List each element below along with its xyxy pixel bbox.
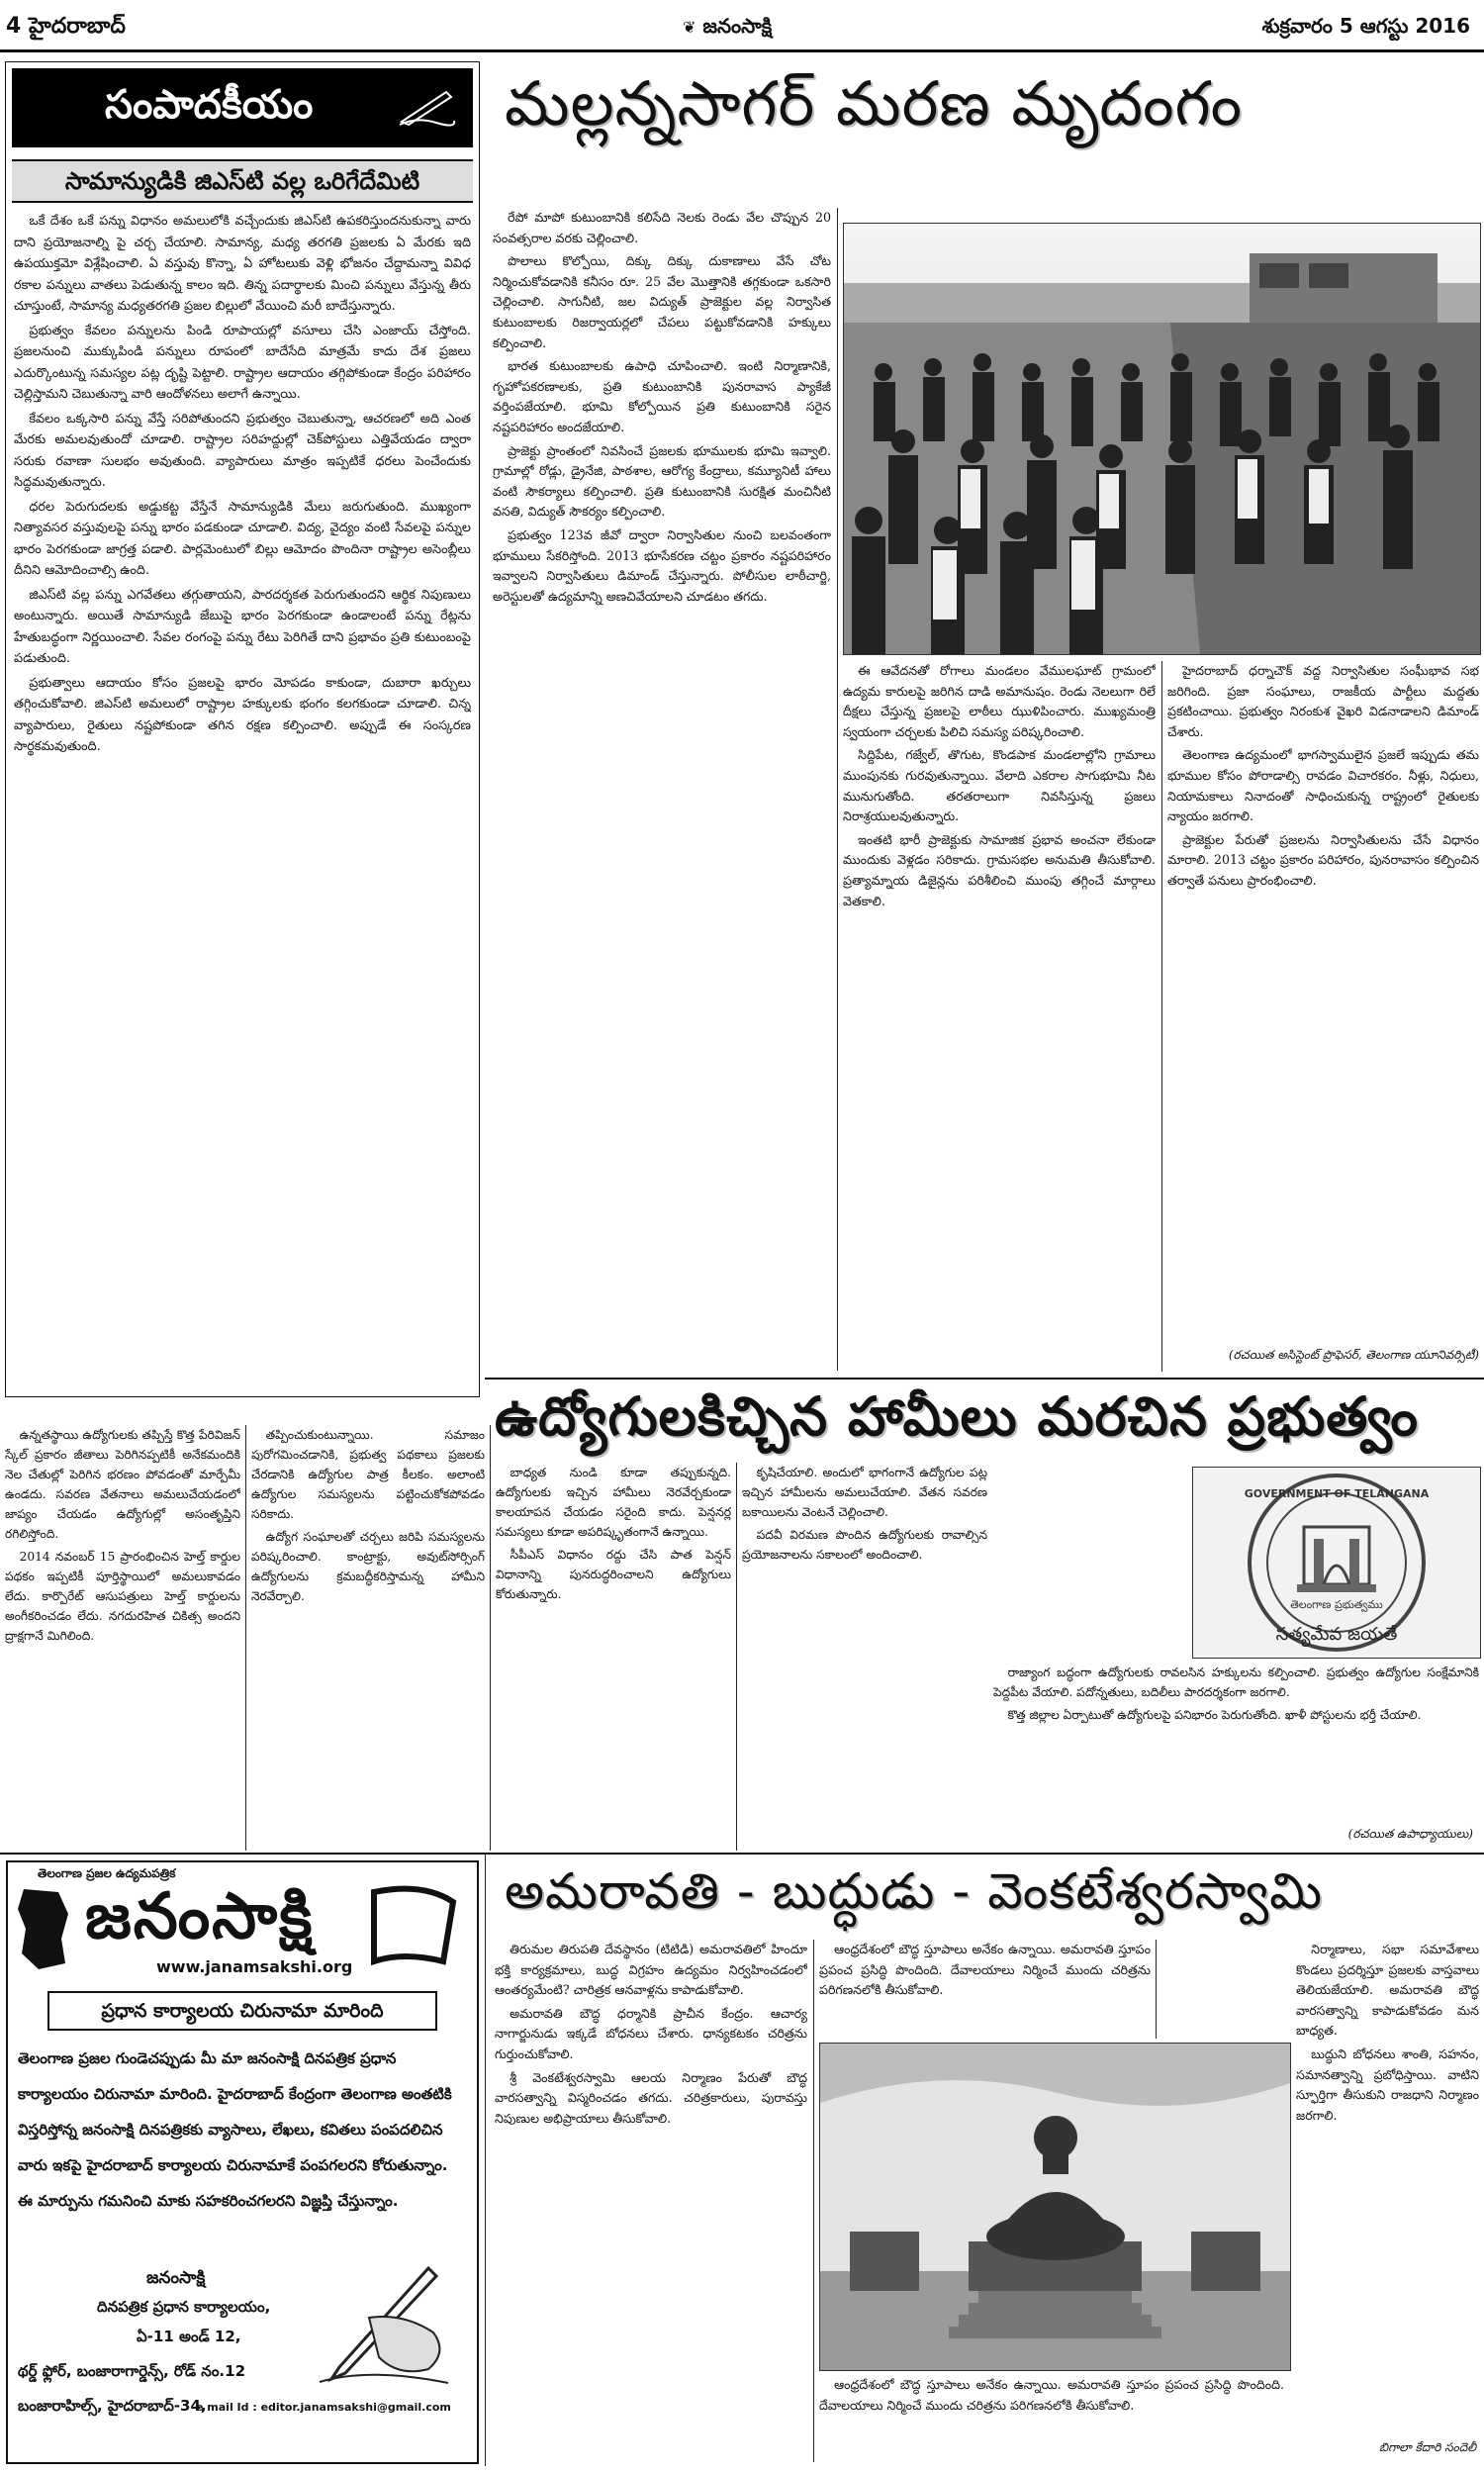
third-paragraph: ఆంధ్రదేశంలో బౌద్ధ స్తూపాలు అనేకం ఉన్నాయి. అమరావతి స్తూపం ప్రపంచ ప్రసిద్ధి పొందింది. దేవాలయాలు నిర్మించే ముందు చరిత్రను పరిగణనలోకి తీసుకోవాలి. — [819, 2377, 1284, 2413]
lead-column-1 — [493, 208, 831, 1371]
second-column-2 — [251, 1425, 485, 1851]
page-header — [0, 0, 1484, 49]
writing-hand-icon — [310, 2258, 458, 2387]
column-divider — [813, 1940, 814, 2462]
lead-paragraph: సిద్దిపేట, గజ్వేల్, తొగుట, కొండపాక మండలాల్లోని గ్రామాలు ముంపునకు గురవుతున్నాయి. వేలాది ఎకరాల సాగుభూమి నీట మునుగుతోంది. తరతరాలుగా నివసిస్తున్న ప్రజలు నిరాశ్రయులవుతున్నారు. — [843, 747, 1156, 824]
seal-bottom-text: తెలంగాణ ప్రభుత్వము — [1290, 1598, 1383, 1611]
editorial-paragraph: ధరల పెరుగుదలకు అడ్డుకట్ట వేస్తేనే సామాన్యుడికి మేలు జరుగుతుంది. ముఖ్యంగా నిత్యావసర వస్తువులపై పన్ను భారం పడకుండా చూడాలి. విద్య, వైద్యం వంటి సేవలపై పన్నుల భారం పెరగకుండా జాగ్రత్త పడాలి. పార్లమెంటులో బిల్లు ఆమోదం పొందినా రాష్ట్రాల అసెంబ్లీలు దీనిని ఆమోదించాల్సి ఉంది. — [14, 499, 471, 578]
ad-sign: జనంసాక్షి — [146, 2268, 206, 2288]
column-divider — [736, 1463, 737, 1851]
second-column-3 — [496, 1463, 731, 1851]
second-paragraph: ఉన్నతస్థాయి ఉద్యోగులకు తప్పిస్తే కొత్త పేరివిజన్ స్కేల్ ప్రకారం జీతాలు పెరిగినప్పటికీ అనేకమందికి నెల చేతుల్లో పెరిగిన భరణం పోవడంతో మార్పేమీ ఉండదు. సవరణ వేతనాలు అమలుచేయడంలో జాప్యం చేయడం ఉద్యోగుల్లో అసంతృప్తిని రగిలిస్తోంది. — [5, 1428, 240, 1541]
ad-logo-text: జనంసాక్షి — [85, 1880, 315, 1953]
third-column-3 — [1296, 1940, 1479, 2434]
second-paragraph: కొత్త జిల్లాల ఏర్పాటుతో ఉద్యోగులపై పనిభారం పెరుగుతోంది. ఖాళీ పోస్టులను భర్తీ చేయాలి. — [1007, 1708, 1422, 1722]
header-rule — [0, 49, 1484, 52]
lead-column-2 — [843, 661, 1156, 1372]
lead-paragraph: భారత కుటుంబాలకు ఉపాధి చూపించాలి. ఇంటి నిర్మాణానికి, గృహోపకరణాలకు, ప్రతి కుటుంబానికి పునరావాస ప్యాకేజీ వర్తింపజేయాలి. భూమి కోల్పోయిన ప్రతి కుటుంబానికి సరైన నష్టపరిహారం అందజేయాలి. — [493, 358, 831, 434]
page-date: శుక్రవారం 5 ఆగస్టు 2016 — [1261, 14, 1470, 38]
third-paragraph: అమరావతి బౌద్ధ ధర్మానికి ప్రాచీన కేంద్రం. ఆచార్య నాగార్జునుడు ఇక్కడే బోధనలు చేశారు. ధాన్యకటకం చరిత్రను గుర్తుంచుకోవాలి. — [495, 2005, 807, 2061]
third-paragraph: బుద్ధుని బోధనలు శాంతి, సహనం, సమానత్వాన్ని ప్రబోధిస్తాయి. వాటిని స్ఫూర్తిగా తీసుకుని రాజధాని నిర్మాణం జరగాలి. — [1296, 2046, 1479, 2123]
lead-headline: మల్లన్నసాగర్ మరణ మృదంగం — [505, 67, 1244, 140]
column-divider — [245, 1425, 246, 1851]
second-headline: ఉద్యోగులకిచ్చిన హామీలు మరచిన ప్రభుత్వం — [495, 1385, 1419, 1448]
editorial-paragraph: ప్రభుత్వాలు ఆదాయం కోసం ప్రజలపై భారం మోపడం కాకుండా, దుబారా ఖర్చులు తగ్గించుకోవాలి. జిఎస్‌టి అమలులో రాష్ట్రాల హక్కులకు భంగం కలగకుండా చూడాలి. చిన్న వ్యాపారులు, రైతులు నష్టపోకుండా తగిన రక్షణ కల్పించాలి. అప్పుడే ఈ సంస్కరణ సార్థకమవుతుంది. — [14, 675, 471, 754]
ad-email: e mail Id : editor.janamsakshi@gmail.com — [196, 2401, 451, 2414]
lead-column-3 — [1167, 661, 1479, 1344]
second-column-5 — [993, 1663, 1479, 1821]
section-rule — [485, 1378, 1484, 1380]
section-rule — [0, 1853, 1484, 1855]
second-paragraph: కృషిచేయాలి. అందులో భాగంగానే ఉద్యోగుల పట్ల ఇచ్చిన హామీలను అమలుచేయాలి. వేతన సవరణ బకాయిలను వెంటనే చెల్లించాలి. — [742, 1466, 987, 1519]
second-paragraph: తప్పించుకుంటున్నాయి. సమాజం పురోగమించడానికి, ప్రభుత్వ పథకాలు ప్రజలకు చేరడానికి ఉద్యోగుల పాత్ర కీలకం. అలాంటి ఉద్యోగుల సమస్యలను పట్టించుకోకపోవడం సరికాదు. — [251, 1428, 485, 1521]
lead-byline: (రచయిత అసిస్టెంట్ ప్రొఫెసర్, తెలంగాణ యూనివర్సిటీ) — [1228, 1348, 1479, 1362]
column-divider — [485, 1853, 486, 2466]
telangana-government-seal — [1192, 1467, 1481, 1659]
column-divider — [1156, 1940, 1157, 2039]
lead-paragraph: తెలంగాణ ఉద్యమంలో భాగస్వాములైన ప్రజలే ఇప్పుడు తమ భూముల కోసం పోరాడాల్సి రావడం విచారకరం. నీళ్లు, నిధులు, నియామకాలు నినాదంతో సాధించుకున్న రాష్ట్రంలో రైతులకు న్యాయం జరగాలి. — [1167, 747, 1479, 824]
masthead-emblem-icon: ❦ — [683, 18, 696, 37]
column-divider — [1161, 661, 1162, 1372]
third-column-2 — [819, 1940, 1151, 2035]
masthead-small: ❦ జనంసాక్షి — [683, 14, 773, 38]
ad-tagline: తెలంగాణ ప్రజల ఉద్యమపత్రిక — [38, 1866, 176, 1880]
second-paragraph: పదవీ విరమణ పొందిన ఉద్యోగులకు రావాల్సిన ప్రయోజనాలను సకాలంలో అందించాలి. — [742, 1528, 987, 1562]
third-byline: బిగాలా కేదారి సందెలీ — [1378, 2440, 1476, 2454]
ad-address-line-4: బంజారాహిల్స్, హైదరాబాద్-34, — [18, 2397, 207, 2415]
ad-notice-body: తెలంగాణ ప్రజల గుండెచప్పుడు మీ మా జనంసాక్షి దినపత్రిక ప్రధాన కార్యాలయం చిరునామా మారింది. హైదరాబాద్ కేంద్రంగా తెలంగాణ అంతటికి విస్తరిస్తోన్న జనంసాక్షి దినపత్రికకు వ్యాసాలు, లేఖలు, కవితలు పంపదలిచిన వారు ఇకపై హైదరాబాద్ కార్యాలయ చిరునామాకే పంపగలరని కోరుతున్నాం. ఈ మార్పును గమనించి మాకు సహకరించగలరని విజ్ఞప్తి చేస్తున్నాం. — [18, 2049, 452, 2210]
second-paragraph: సీపీఎస్ విధానం రద్దు చేసి పాత పెన్షన్ విధానాన్ని పునరుద్ధరించాలని ఉద్యోగులు కోరుతున్నారు. — [496, 1548, 731, 1601]
lead-paragraph: ప్రాజెక్టుల పేరుతో ప్రజలను నిర్వాసితులను చేసే విధానం మారాలి. 2013 చట్టం ప్రకారం పరిహారం, పునరావాసం కల్పించిన తర్వాతే పనులు ప్రారంభించాలి. — [1167, 831, 1479, 888]
column-divider — [837, 208, 838, 1371]
lead-paragraph: ఈ ఆవేదనతో రోగాలు మండలం వేములఘాట్ గ్రామంలో ఉద్యమ కారులపై జరిగిన దాడి అమానుషం. రెండు నెలలుగా రిలే దీక్షలు చేస్తున్న ప్రజలపై లాఠీలు ఝుళిపించారు. ముఖ్యమంత్రి స్వయంగా చర్చలకు పిలిచి సమస్య పరిష్కరించాలి. — [843, 663, 1156, 739]
ad-website: www.janamsakshi.org — [156, 1957, 353, 1976]
editorial-body — [14, 211, 471, 1388]
ad-address-line-1: దినపత్రిక ప్రధాన కార్యాలయం, — [97, 2298, 271, 2316]
editorial-section-title: సంపాదకీయం — [105, 82, 314, 128]
editorial-section — [5, 61, 480, 1397]
ad-address-line-3: థర్డ్ ఫ్లోర్, బంజారాగార్డెన్స్, రోడ్ నం.12 — [18, 2362, 246, 2380]
second-column-1 — [5, 1425, 240, 1851]
editorial-paragraph: కేవలం ఒక్కసారి పన్ను వేస్తే సరిపోతుందని ప్రభుత్వం చెబుతున్నా, ఆచరణలో అది ఎంత మేరకు అమలవుతుందో చూడాలి. రాష్ట్రాల సరిహద్దుల్లో చెక్‌పోస్టులు ఎత్తివేయడం ద్వారా సరుకు రవాణా సులభం అవుతుంది. వ్యాపారులు మాత్రం ఇప్పటికే ధరలు పెంచేందుకు సిద్ధమవుతున్నారు. — [14, 411, 471, 490]
protest-crowd-photo — [843, 223, 1481, 655]
lead-paragraph: పొలాలు కొల్పోయి, దిక్కు దిక్కు దుకాణాలు వేసే చోట నిర్మించుకోవడానికి కనీసం రూ. 25 వేల మొత్తానికి తగ్గకుండా ఒకసారి చెల్లించాలి. సాగునీటి, జల విద్యుత్ ప్రాజెక్టుల వల్ల నిర్వాసిత కుటుంబాలకు రిజర్వాయర్లలో చేపలు పట్టుకోవడానికి హక్కులు కల్పించాలి. — [493, 253, 831, 350]
second-paragraph: బాధ్యత నుండి కూడా తప్పుకున్నది. ఉద్యోగులకు ఇచ్చిన హామీలు నెరవేర్చకుండా కాలయాపన చేయడం సరైంది కాదు. పెన్షనర్ల సమస్యలు కూడా అపరిష్కృతంగానే ఉన్నాయి. — [496, 1466, 731, 1539]
second-paragraph: రాజ్యాంగ బద్ధంగా ఉద్యోగులకు రావలసిన హక్కులను కల్పించాలి. ప్రభుత్వం ఉద్యోగుల సంక్షేమానికి పెద్దపీట వేయాలి. పదోన్నతులు, బదిలీలు పారదర్శకంగా జరగాలి. — [993, 1665, 1479, 1699]
editorial-paragraph: జిఎస్‌టి వల్ల పన్ను ఎగవేతలు తగ్గుతాయని, పారదర్శకత పెరుగుతుందని ఆర్థిక నిపుణులు అంటున్నారు. అయితే సామాన్యుడి జేబుపై భారం పెరగకుండా ఉండాలంటే పన్ను రేట్లను హేతుబద్ధంగా నిర్ణయించాలి. సేవల రంగంపై పన్ను రేటు పెరిగితే దాని ప్రభావం ప్రతి కుటుంబంపై పడుతుంది. — [14, 587, 471, 666]
lead-paragraph: ప్రాజెక్టు ప్రాంతంలో నివసించే ప్రజలకు భూములకు భూమి ఇవ్వాలి. గ్రామాల్లో రోడ్లు, డ్రైనేజి, పాఠశాల, ఆరోగ్య కేంద్రాలు, కమ్యూనిటీ హాలు వంటి సౌకర్యాలు కల్పించాలి. ప్రతి కుటుంబానికి సురక్షిత మంచినీటి వసతి, విద్యుత్ సౌకర్యం కల్పించాలి. — [493, 442, 831, 520]
third-paragraph: తిరుమల తిరుపతి దేవస్థానం (టిటిడి) అమరావతిలో హిందూ భక్తి కార్యక్రమాలు, బుద్ధ విగ్రహం ఉద్యమం నిర్వహించడంలో ఆంతర్యమేంటి? చారిత్రక ఆనవాళ్లను కాపాడుకోవాలి. — [495, 1942, 807, 1998]
amaravati-buddha-statue-photo — [819, 2043, 1291, 2371]
seal-top-text: GOVERNMENT OF TELANGANA — [1244, 1487, 1430, 1500]
ad-notice-title: ప్రధాన కార్యాలయ చిరునామా మారింది — [47, 1991, 437, 2031]
editorial-paragraph: ఒకే దేశం ఒకే పన్ను విధానం అమలులోకి వచ్చేందుకు జిఎస్‌టి ఉపకరిస్తుందనుకున్నా వారు దాని ప్రయోజనాల్ని పై చర్చ చేయాలి. సామాన్య, మధ్య తరగతి ప్రజలకు ఏ మేరకు ఇది ఉపయుక్తమో విశ్లేషించాలి. ఏ వస్తువు కొన్నా, ఏ హోటలుకు వెళ్లి భోజనం చేద్దామన్నా వివిధ రకాల పన్నులు వాతలు పెడుతున్న కాలం ఇది. తిన్న పదార్థాలకు మించి పన్నులు వేస్తున్న తీరు చూస్తుంటే, సామాన్య మధ్యతరగతి ప్రజల బిల్లులో వేయించి మరీ బాదేస్తున్నారు. — [14, 214, 471, 314]
column-divider — [490, 1425, 491, 1851]
lead-paragraph: ఇంతటి భారీ ప్రాజెక్టుకు సామాజిక ప్రభావ అంచనా లేకుండా ముందుకు వెళ్లడం సరికాదు. గ్రామసభల అనుమతి తీసుకోవాలి. ప్రత్యామ్నాయ డిజైన్లను పరిశీలించి ముంపు తగ్గించే మార్గాలు వెతకాలి. — [843, 831, 1156, 908]
third-paragraph: ఆంధ్రదేశంలో బౌద్ధ స్తూపాలు అనేకం ఉన్నాయి. అమరావతి స్తూపం ప్రపంచ ప్రసిద్ధి పొందింది. దేవాలయాలు నిర్మించే ముందు చరిత్రను పరిగణనలోకి తీసుకోవాలి. — [819, 1942, 1151, 1998]
page-label: 4 హైదరాబాద్ — [6, 14, 126, 39]
ad-logo-arc-icon — [364, 1882, 463, 1971]
editorial-title: సామాన్యుడికి జిఎస్‌టి వల్ల ఒరిగేదేమిటి — [12, 159, 473, 203]
second-paragraph: 2014 నవంబర్ 15 ప్రారంభించిన హెల్త్ కార్డుల పథకం ఇప్పటికీ పూర్తిస్థాయిలో అమలుకావడం లేదు. కార్పొరేట్ ఆసుపత్రులు హెల్త్ కార్డులను అంగీకరించడం లేదు. నగదురహిత చికిత్స అందని ద్రాక్షగానే మిగిలింది. — [5, 1550, 240, 1643]
seal-motto: సత్యమేవ జయతే — [1275, 1624, 1398, 1645]
lead-paragraph: రేపో మాపో కుటుంబానికి కలిసేది నెలకు రెండు వేల చొప్పున 20 సంవత్సరాల వరకు చెల్లించాలి. — [493, 210, 831, 245]
pen-icon — [397, 87, 456, 127]
second-paragraph: ఉద్యోగ సంఘాలతో చర్చలు జరిపి సమస్యలను పరిష్కరించాలి. కాంట్రాక్టు, అవుట్‌సోర్సింగ్ ఉద్యోగులను క్రమబద్ధీకరిస్తామన్న హామీని నెరవేర్చాలి. — [251, 1530, 485, 1603]
ad-address-line-2: ఏ-11 అండ్ 12, — [137, 2328, 241, 2345]
lead-paragraph: హైదరాబాద్ ధర్నాచౌక్ వద్ద నిర్వాసితుల సంఘీభావ సభ జరిగింది. ప్రజా సంఘాలు, రాజకీయ పార్టీలు మద్దతు ప్రకటించాయి. ప్రభుత్వం నిరంకుశ వైఖరి విడనాడాలని డిమాండ్ చేశారు. — [1167, 663, 1479, 739]
editorial-paragraph: ప్రభుత్వం కేవలం పన్నులను పిండి రూపాయల్లో వసూలు చేసి ఎంజాయ్ చేస్తోంది. ప్రజలనుంచి ముక్కుపిండి పన్నులు రూపంలో బాదేసేది మాత్రమే కాదు దేశ ప్రజలు ఎదుర్కొంటున్న సమస్యల పట్ల దృష్టి పెట్టాలి. రాష్ట్రాల ఆదాయం తగ్గిపోకుండా కేంద్రం పరిహారం చెల్లిస్తామని చెబుతున్నా వారి ఆందోళనలు అలాగే ఉన్నాయి. — [14, 323, 471, 402]
telangana-map-icon — [14, 1884, 73, 1973]
third-column-1 — [495, 1940, 807, 2462]
second-column-4 — [742, 1463, 987, 1851]
janamsakshi-notice-ad — [6, 1860, 479, 2464]
third-headline: అమరావతి - బుద్ధుడు - వెంకటేశ్వరస్వామి — [505, 1862, 1324, 1920]
second-byline: (రచయిత ఉపాధ్యాయులు) — [1347, 1827, 1473, 1841]
third-paragraph: నిర్మాణాలు, సభా సమావేశాలు కొండలు ప్రదర్శిస్తూ ప్రజలకు వాస్తవాలు తెలియజేయాలి. అమరావతి బౌద్ధ వారసత్వాన్ని కాపాడుకోవడం మన బాధ్యత. — [1296, 1942, 1479, 2039]
lead-paragraph: ప్రభుత్వం 123వ జీవో ద్వారా నిర్వాసితుల నుంచి బలవంతంగా భూములు సేకరిస్తోంది. 2013 భూసేకరణ చట్టం ప్రకారం నష్టపరిహారం ఇవ్వాలని నిర్వాసితులు డిమాండ్ చేస్తున్నారు. పోలీసుల లాఠీచార్జి, అరెస్టులతో ఉద్యమాన్ని అణచివేయాలని చూడటం తగదు. — [493, 526, 831, 604]
third-paragraph: శ్రీ వెంకటేశ్వరస్వామి ఆలయ నిర్మాణం పేరుతో బౌద్ధ వారసత్వాన్ని విస్మరించడం తగదు. చరిత్రకారులు, పురావస్తు నిపుణుల అభిప్రాయాలు తీసుకోవాలి. — [495, 2069, 807, 2126]
